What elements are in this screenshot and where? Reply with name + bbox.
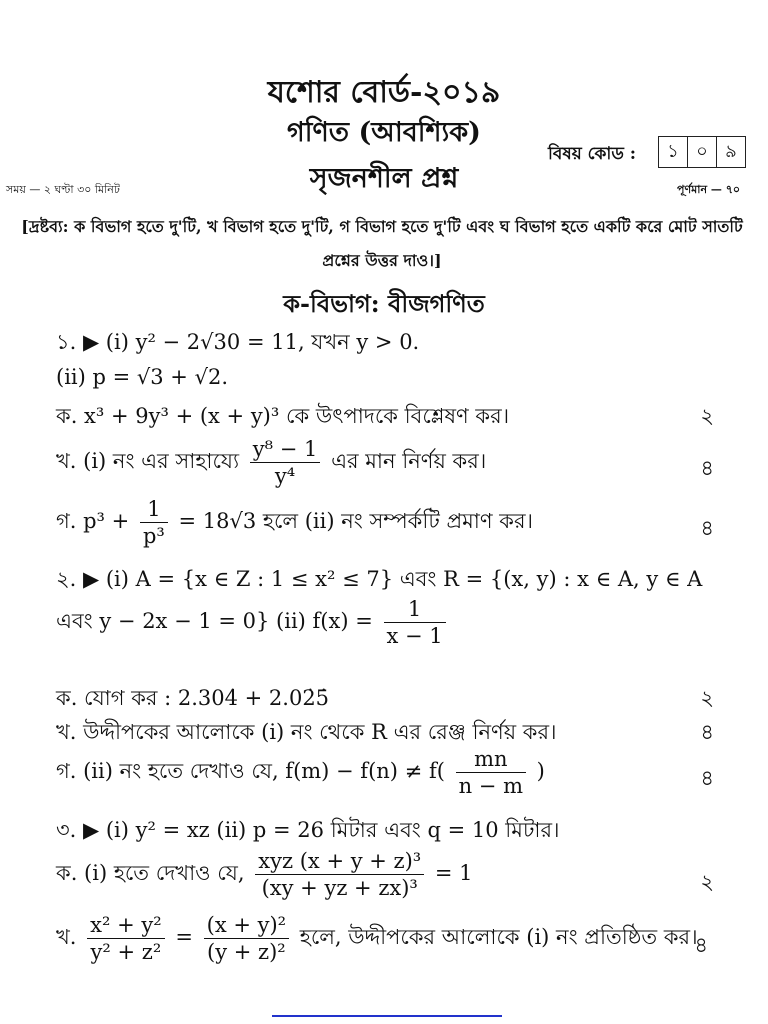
q3-ka-text-a: ক. (i) হতে দেখাও যে, (56, 861, 245, 885)
q2-ga-mark: ৪ (700, 766, 714, 790)
q2-ka-mark: ২ (700, 686, 714, 710)
fraction-numerator: y⁸ − 1 (250, 436, 321, 463)
q1-ga (56, 496, 533, 549)
q2-cont (56, 596, 450, 649)
fraction-denominator: (xy + yz + zx)³ (261, 876, 418, 900)
q3-kha-fraction-right (204, 912, 289, 965)
fraction-denominator: x − 1 (386, 624, 443, 648)
q3-ka (56, 848, 473, 901)
fraction-numerator: 1 (140, 496, 168, 523)
fraction-numerator: xyz (x + y + z)³ (255, 848, 424, 875)
q1-kha-fraction (250, 436, 321, 489)
q2-fx-fraction (384, 596, 446, 649)
fraction-numerator: (x + y)² (204, 912, 289, 939)
fraction-denominator: (y + z)² (207, 940, 286, 964)
q3-kha-mark: ৪ (694, 933, 708, 957)
subject-code-boxes (658, 136, 746, 168)
q3-kha (56, 912, 698, 965)
q1-ii: (ii) p = √3 + √2. (56, 365, 228, 389)
footer-rule (272, 1015, 502, 1017)
paper-title: সৃজনশীল প্রশ্ন (309, 163, 459, 194)
q2-ka: ক. যোগ কর : 2.304̇ + 2.02̇5̇ (56, 686, 330, 710)
q1-stem: ১. ▶ (i) y² − 2√30 = 11, যখন y > 0. (56, 330, 420, 354)
q1-kha-mark: ৪ (700, 456, 714, 480)
q2-kha: খ. উদ্দীপকের আলোকে (i) নং থেকে R এর রেঞ্জ নির্ণয় কর। (56, 720, 557, 744)
q3-ka-fraction (255, 848, 424, 901)
q1-kha-text-a: খ. (i) নং এর সাহায্যে (56, 449, 240, 473)
q3-kha-fraction-left (87, 912, 165, 965)
q3-kha-text-b: হলে, উদ্দীপকের আলোকে (i) নং প্রতিষ্ঠিত কর। (299, 925, 698, 949)
q1-ga-fraction (140, 496, 168, 549)
exam-time: সময় — ২ ঘণ্টা ৩০ মিনিট (6, 183, 120, 196)
q2-ga (56, 746, 545, 799)
q1-ka: ক. x³ + 9y³ + (x + y)³ কে উৎপাদকে বিশ্লেষণ কর। (56, 404, 510, 428)
fraction-numerator: x² + y² (87, 912, 165, 939)
q2-cont-text: এবং y − 2x − 1 = 0} (ii) f(x) = (56, 609, 373, 633)
q1-ga-text-b: = 18√3 হলে (ii) নং সম্পর্কটি প্রমাণ কর। (178, 509, 534, 533)
subject-code-label: বিষয় কোড : (548, 144, 637, 164)
fraction-denominator: n − m (458, 774, 523, 798)
instruction-note: [দ্রষ্টব্য: ক বিভাগ হতে দু'টি, খ বিভাগ হতে দু'টি, গ বিভাগ হতে দু'টি এবং ঘ বিভাগ হতে একটি করে মোট সাতটি প্রশ্নের উত্তর দাও।] (21, 217, 743, 270)
full-marks: পূর্ণমান — ৭০ (677, 183, 740, 196)
fraction-numerator: mn (456, 746, 526, 773)
fraction-denominator: y² + z² (90, 940, 162, 964)
q2-ga-text-a: গ. (ii) নং হতে দেখাও যে, f(m) − f(n) ≠ f( (56, 759, 445, 783)
code-digit: ৯ (725, 141, 737, 162)
q1-kha-text-b: এর মান নির্ণয় কর। (331, 449, 487, 473)
q1-ga-mark: ৪ (700, 516, 714, 540)
q2-ga-text-b: ) (536, 759, 545, 783)
fraction-numerator: 1 (384, 596, 446, 623)
code-digit: ১ (659, 137, 688, 167)
section-heading: ক-বিভাগ: বীজগণিত (283, 289, 485, 318)
q2-kha-mark: ৪ (700, 720, 714, 744)
q2-ga-fraction (456, 746, 526, 799)
q3-stem: ৩. ▶ (i) y² = xz (ii) p = 26 মিটার এবং q = 10 মিটার। (56, 818, 560, 842)
q3-kha-text-a: খ. (56, 925, 77, 949)
q1-kha (56, 436, 486, 489)
fraction-denominator: p³ (142, 524, 165, 548)
q3-ka-mark: ২ (700, 870, 714, 894)
q1-ka-mark: ২ (700, 404, 714, 428)
q2-stem: ২. ▶ (i) A = {x ∈ Z : 1 ≤ x² ≤ 7} এবং R = {(x, y) : x ∈ A, y ∈ A (56, 567, 703, 591)
code-digit: ০ (688, 137, 717, 167)
q1-ga-text-a: গ. p³ + (56, 509, 130, 533)
board-title: যশোর বোর্ড-২০১৯ (267, 75, 501, 110)
q3-ka-text-b: = 1 (434, 861, 473, 885)
q3-kha-equals: = (175, 925, 193, 949)
subject-title: গণিত (আবশ্যিক) (287, 117, 481, 148)
fraction-denominator: y⁴ (274, 464, 296, 488)
